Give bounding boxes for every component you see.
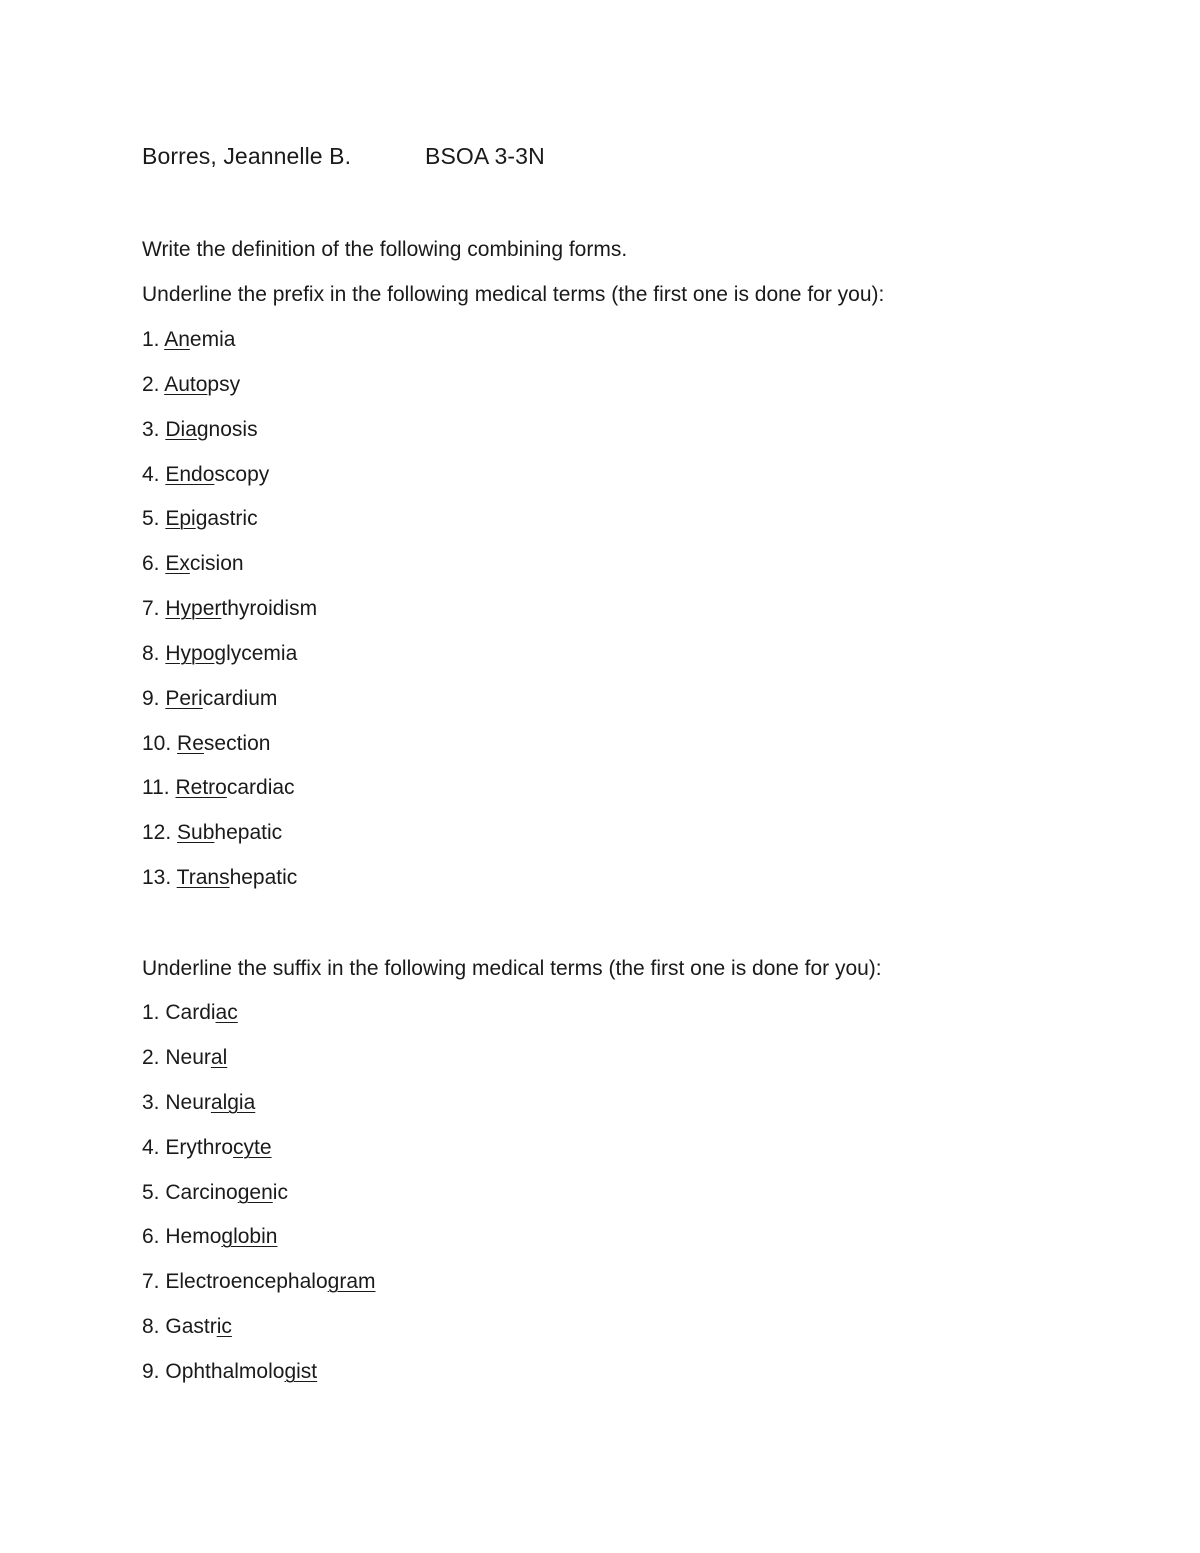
underlined-prefix: Peri (165, 687, 203, 710)
term-base: Hemo (165, 1225, 222, 1248)
underlined-prefix: Auto (164, 373, 208, 396)
prefix-item (142, 327, 235, 353)
item-number: 7. (142, 1270, 160, 1293)
item-number: 8. (142, 642, 160, 665)
suffix-item (142, 1359, 317, 1385)
term-remainder: ic (272, 1181, 288, 1204)
term-remainder: cision (189, 552, 244, 575)
underlined-suffix: ac (215, 1001, 238, 1024)
prefix-item (142, 506, 258, 532)
prefix-item (142, 372, 240, 398)
prefix-instruction: Underline the prefix in the following medical terms (the first one is done for you): (142, 283, 885, 306)
underlined-prefix: Endo (165, 463, 215, 486)
underlined-prefix: Hyper (165, 597, 222, 620)
term-remainder: cardium (202, 687, 278, 710)
student-section: BSOA 3-3N (425, 143, 545, 169)
item-number: 9. (142, 687, 160, 710)
item-number: 13. (142, 866, 172, 889)
document-header (142, 143, 545, 170)
prefix-item (142, 820, 282, 846)
suffix-item (142, 1224, 277, 1250)
item-number: 10. (142, 732, 172, 755)
prefix-item (142, 775, 295, 801)
underlined-suffix: cyte (233, 1136, 272, 1159)
item-number: 4. (142, 463, 160, 486)
suffix-item (142, 1269, 376, 1295)
term-base: Neur (165, 1091, 211, 1114)
term-remainder: thyroidism (221, 597, 318, 620)
term-remainder: gnosis (196, 418, 258, 441)
term-base: Gastr (165, 1315, 217, 1338)
prefix-item (142, 462, 269, 488)
term-remainder: gastric (195, 507, 258, 530)
underlined-suffix: gist (284, 1360, 318, 1383)
item-number: 3. (142, 1091, 160, 1114)
suffix-item (142, 1090, 255, 1116)
prefix-item (142, 686, 277, 712)
term-base: Ophthalmolo (165, 1360, 285, 1383)
term-base: Neur (165, 1046, 211, 1069)
suffix-item (142, 1045, 227, 1071)
term-remainder: glycemia (214, 642, 298, 665)
term-remainder: psy (207, 373, 241, 396)
prefix-item (142, 865, 297, 891)
underlined-prefix: Re (177, 732, 204, 755)
term-base: Electroencephalo (165, 1270, 328, 1293)
item-number: 2. (142, 373, 160, 396)
item-number: 12. (142, 821, 172, 844)
prefix-item (142, 417, 258, 443)
prefix-item (142, 551, 244, 577)
item-number: 1. (142, 328, 160, 351)
term-remainder: emia (189, 328, 236, 351)
underlined-prefix: Trans (176, 866, 230, 889)
item-number: 3. (142, 418, 160, 441)
term-base: Erythro (165, 1136, 234, 1159)
term-base: Carcino (165, 1181, 238, 1204)
item-number: 8. (142, 1315, 160, 1338)
item-number: 6. (142, 1225, 160, 1248)
term-remainder: scopy (214, 463, 270, 486)
combining-forms-instruction: Write the definition of the following combining forms. (142, 238, 628, 261)
term-remainder: cardiac (226, 776, 295, 799)
underlined-prefix: Dia (165, 418, 197, 441)
underlined-prefix: Sub (177, 821, 215, 844)
underlined-prefix: An (164, 328, 190, 351)
prefix-item (142, 596, 317, 622)
suffix-item (142, 1314, 232, 1340)
student-name: Borres, Jeannelle B. (142, 143, 352, 169)
underlined-prefix: Epi (165, 507, 196, 530)
suffix-item (142, 1000, 238, 1026)
underlined-suffix: gen (237, 1181, 273, 1204)
suffix-instruction: Underline the suffix in the following medical terms (the first one is done for you): (142, 957, 882, 980)
term-remainder: hepatic (229, 866, 298, 889)
item-number: 7. (142, 597, 160, 620)
underlined-suffix: gram (327, 1270, 376, 1293)
underlined-suffix: al (210, 1046, 228, 1069)
item-number: 1. (142, 1001, 160, 1024)
item-number: 2. (142, 1046, 160, 1069)
underlined-prefix: Ex (165, 552, 190, 575)
underlined-suffix: algia (210, 1091, 256, 1114)
term-remainder: hepatic (214, 821, 283, 844)
item-number: 11. (142, 776, 170, 799)
underlined-suffix: ic (216, 1315, 232, 1338)
suffix-item (142, 1135, 272, 1161)
underlined-suffix: globin (221, 1225, 278, 1248)
underlined-prefix: Hypo (165, 642, 215, 665)
underlined-prefix: Retro (175, 776, 227, 799)
term-base: Cardi (165, 1001, 216, 1024)
item-number: 4. (142, 1136, 160, 1159)
item-number: 5. (142, 1181, 160, 1204)
item-number: 5. (142, 507, 160, 530)
item-number: 9. (142, 1360, 160, 1383)
prefix-item (142, 731, 270, 757)
prefix-item (142, 641, 297, 667)
term-remainder: section (203, 732, 271, 755)
suffix-item (142, 1180, 288, 1206)
item-number: 6. (142, 552, 160, 575)
